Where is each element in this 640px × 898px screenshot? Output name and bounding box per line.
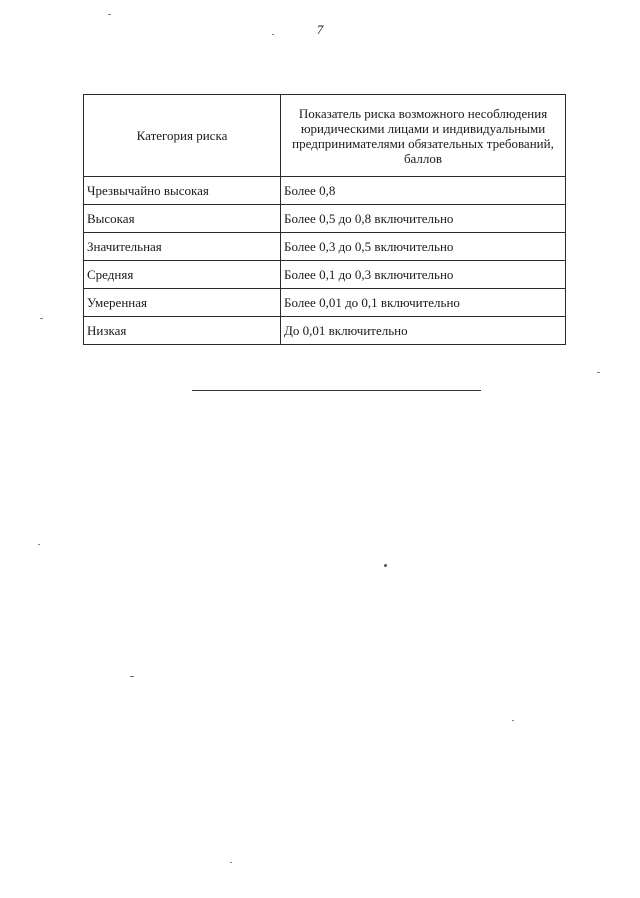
table-header-row xyxy=(84,95,566,177)
table-row xyxy=(84,289,566,317)
risk-category-cell: Чрезвычайно высокая xyxy=(84,177,281,205)
scan-speck xyxy=(512,720,514,721)
risk-indicator-cell: Более 0,3 до 0,5 включительно xyxy=(281,233,566,261)
risk-category-cell: Умеренная xyxy=(84,289,281,317)
end-of-document-rule xyxy=(192,390,481,391)
scan-speck xyxy=(40,318,43,319)
scan-speck xyxy=(384,564,387,567)
risk-category-cell: Высокая xyxy=(84,205,281,233)
header-risk-category: Категория риска xyxy=(84,95,281,177)
scan-speck xyxy=(272,34,274,35)
risk-category-cell: Средняя xyxy=(84,261,281,289)
table-row xyxy=(84,317,566,345)
risk-indicator-cell: Более 0,8 xyxy=(281,177,566,205)
table-row xyxy=(84,233,566,261)
risk-indicator-cell: Более 0,1 до 0,3 включительно xyxy=(281,261,566,289)
scan-speck xyxy=(108,14,111,15)
header-risk-indicator: Показатель риска возможного несоблюдения юридическими лицами и индивидуальными предпринимателями обязательных требований, баллов xyxy=(281,95,566,177)
risk-indicator-cell: Более 0,01 до 0,1 включительно xyxy=(281,289,566,317)
risk-category-cell: Значительная xyxy=(84,233,281,261)
page-number: 7 xyxy=(316,22,324,37)
risk-indicator-cell: До 0,01 включительно xyxy=(281,317,566,345)
table-row xyxy=(84,177,566,205)
scan-speck xyxy=(597,372,600,373)
risk-indicator-cell: Более 0,5 до 0,8 включительно xyxy=(281,205,566,233)
table-row xyxy=(84,261,566,289)
risk-category-cell: Низкая xyxy=(84,317,281,345)
table-row xyxy=(84,205,566,233)
scan-speck xyxy=(230,862,232,863)
risk-category-table xyxy=(83,94,566,345)
scan-speck xyxy=(130,676,134,677)
scan-speck xyxy=(38,544,40,545)
